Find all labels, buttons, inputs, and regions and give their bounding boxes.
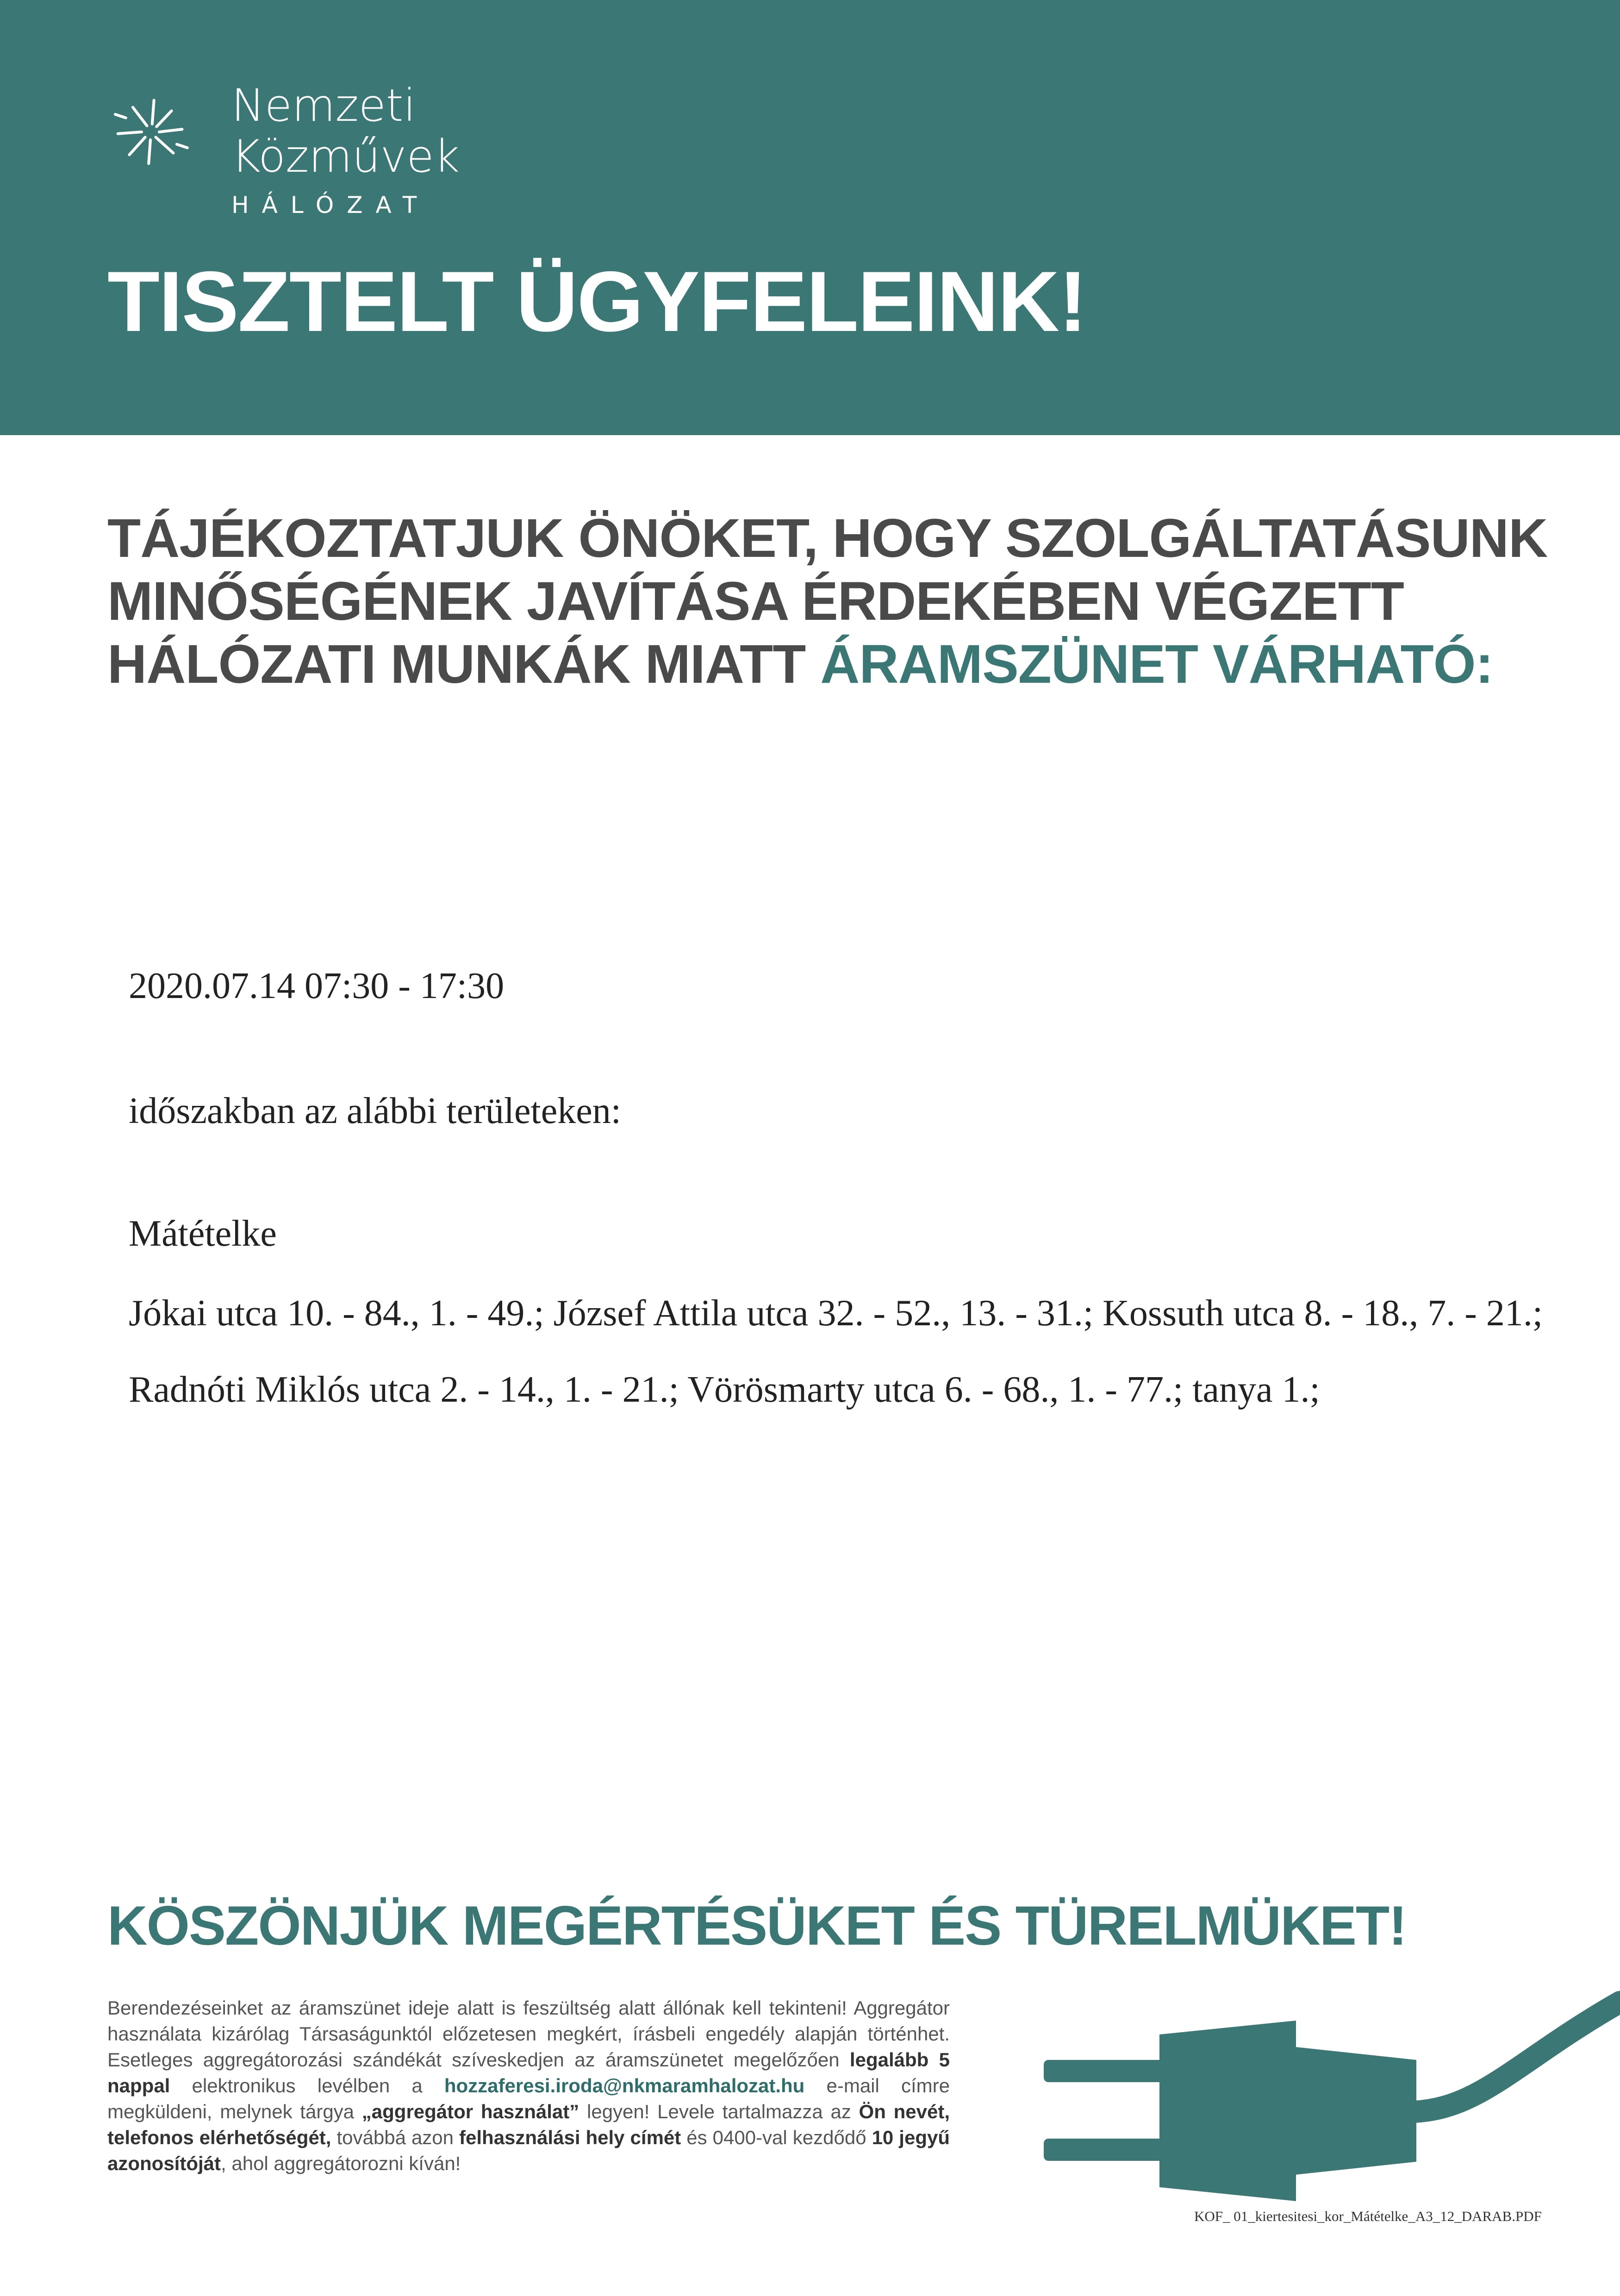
notice-text-1: Berendezéseinket az áramszünet ideje alatt is feszültség alatt állónak kell tekinteni! Aggregátor használata kizárólag Társaságunktól előzetesen megkért, írásbeli engedély alapján történhet. Esetleges aggregátorozási szándékát szíveskedjen az áramszünetet megelőzően [107, 1997, 950, 2071]
document-footer-code: KOF_ 01_kiertesitesi_kor_Mátételke_A3_12_DARAB.PDF [1194, 2208, 1542, 2224]
notice-email-link[interactable]: hozzaferesi.iroda@nkmaramhalozat.hu [444, 2075, 805, 2096]
notice-bold-contact: Ön nevét, telefonos elérhetőségét, [107, 2101, 950, 2148]
notice-text-4: legyen! Levele tartalmazza az [579, 2101, 859, 2122]
intro-line-1: TÁJÉKOZTATJUK ÖNÖKET, HOGY SZOLGÁLTATÁSUNK [107, 508, 1548, 569]
notice-bold-identifier: 10 jegyű azonosítóját [107, 2127, 950, 2174]
aggregator-notice [107, 1995, 950, 2177]
notice-bold-address: felhasználási hely címét [459, 2127, 681, 2148]
notice-text-5: továbbá azon [331, 2127, 460, 2148]
sunburst-logo-icon [106, 88, 194, 176]
header-banner [0, 0, 1620, 435]
notice-text-2: elektronikus levélben a [170, 2075, 444, 2096]
intro-line-3 [107, 633, 1542, 696]
page-title: TISZTELT ÜGYFELEINK! [107, 254, 1086, 349]
intro-line-2: MINŐSÉGÉNEK JAVÍTÁSA ÉRDEKÉBEN VÉGZETT [107, 571, 1404, 632]
logo-name-line1: Nemzeti [231, 80, 416, 131]
outage-datetime: 2020.07.14 07:30 - 17:30 [129, 966, 505, 1006]
thanks-heading: KÖSZÖNJÜK MEGÉRTÉSÜKET ÉS TÜRELMÜKET! [107, 1895, 1407, 1957]
intro-line-3-prefix: HÁLÓZATI MUNKÁK MIATT [107, 634, 821, 695]
intro-heading [107, 507, 1548, 696]
notice-text-3: e-mail címre megküldeni, melynek tárgya [107, 2075, 950, 2122]
logo-name-line2: Közművek [231, 131, 460, 182]
notice-text-7: , ahol aggregátorozni kíván! [221, 2152, 461, 2174]
outage-period-text: időszakban az alábbi területeken: [129, 1091, 621, 1131]
outage-streets: Jókai utca 10. - 84., 1. - 49.; József Attila utca 32. - 52., 13. - 31.; Kossuth utca 8. - 18., 7. - 21.; Radnóti Miklós utca 2. - 14., 1. - 21.; Vörösmarty utca 6. - 68., 1. - 77.; tanya 1.; [129, 1293, 1543, 1410]
notice-bold-subject: „aggregátor használat” [361, 2101, 579, 2122]
outage-highlight: ÁRAMSZÜNET VÁRHATÓ: [820, 634, 1493, 695]
logo-subtitle: HÁLÓZAT [231, 192, 430, 218]
electric-plug-icon [1037, 1990, 1620, 2231]
outage-locality: Mátételke [129, 1213, 277, 1254]
notice-text-6: és 0400-val kezdődő [681, 2127, 872, 2148]
notice-bold-deadline: legalább 5 nappal [107, 2049, 950, 2096]
